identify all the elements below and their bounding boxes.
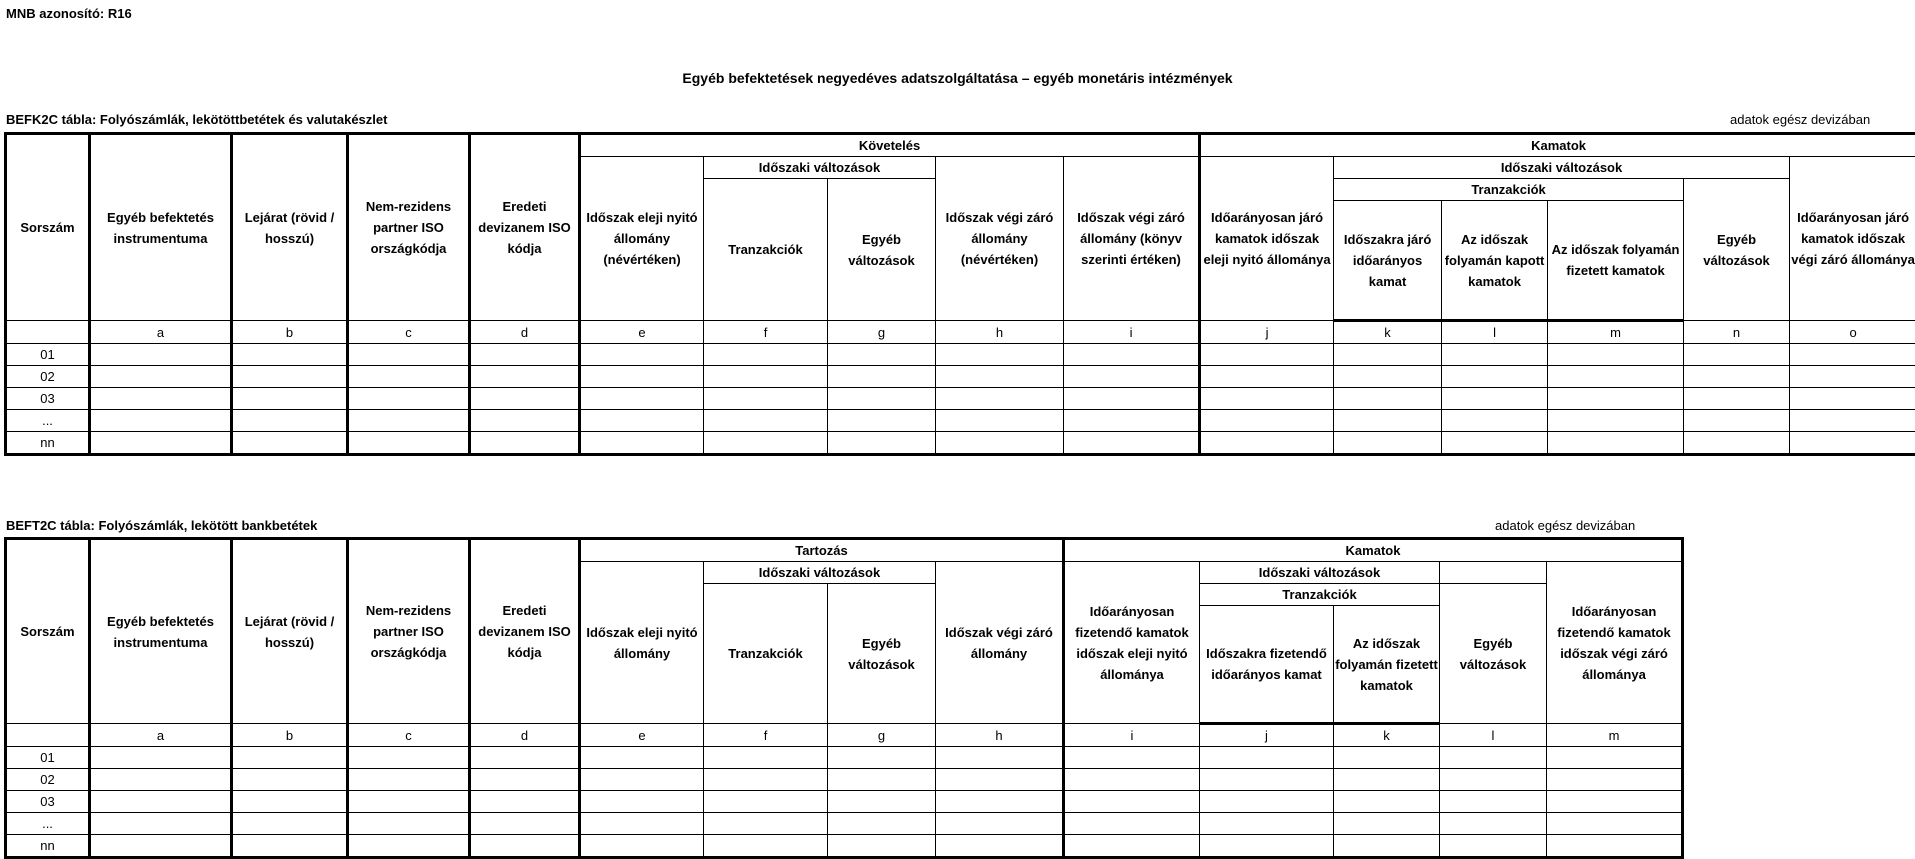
empty-header-cell: [1440, 562, 1547, 584]
data-cell[interactable]: [1334, 410, 1442, 432]
data-cell[interactable]: [232, 388, 348, 410]
data-cell[interactable]: [828, 791, 936, 813]
data-cell[interactable]: [1334, 813, 1440, 835]
letter-cell: b: [232, 321, 348, 344]
data-cell[interactable]: [580, 410, 704, 432]
letter-cell: d: [470, 321, 580, 344]
data-cell[interactable]: [90, 835, 232, 858]
col-header-h: Időszak végi záró állomány (névértéken): [936, 157, 1064, 321]
col-header-h: Időszak végi záró állomány: [936, 562, 1064, 724]
data-cell[interactable]: [470, 432, 580, 455]
data-cell[interactable]: [1334, 388, 1442, 410]
data-cell[interactable]: [470, 813, 580, 835]
group-header-idoszaki-valtozasok: Időszaki változások: [704, 157, 936, 179]
data-cell[interactable]: [1064, 432, 1200, 455]
letter-cell: f: [704, 724, 828, 747]
data-cell[interactable]: [1064, 835, 1200, 858]
table-row: [6, 388, 1915, 410]
data-cell[interactable]: [1442, 366, 1548, 388]
data-cell[interactable]: [348, 791, 470, 813]
data-cell[interactable]: [1064, 410, 1200, 432]
letter-cell: e: [580, 724, 704, 747]
col-header-b: Lejárat (rövid / hosszú): [232, 134, 348, 321]
data-cell[interactable]: [1684, 388, 1790, 410]
data-cell[interactable]: [90, 344, 232, 366]
data-cell[interactable]: [704, 835, 828, 858]
data-cell[interactable]: [704, 769, 828, 791]
col-header-c: Nem-rezidens partner ISO országkódja: [348, 539, 470, 724]
data-cell[interactable]: [232, 813, 348, 835]
table-row: [6, 791, 1683, 813]
data-cell[interactable]: [1684, 432, 1790, 455]
data-cell[interactable]: [348, 388, 470, 410]
letter-cell: l: [1442, 321, 1548, 344]
table-row: [6, 747, 1683, 769]
data-cell[interactable]: [348, 410, 470, 432]
data-cell[interactable]: [936, 813, 1064, 835]
data-cell[interactable]: [1442, 388, 1548, 410]
col-header-j: Időarányosan járó kamatok időszak eleji nyitó állománya: [1200, 157, 1334, 321]
letter-cell: d: [470, 724, 580, 747]
data-cell[interactable]: [1790, 410, 1915, 432]
data-cell[interactable]: [1064, 344, 1200, 366]
col-header-k: Az időszak folyamán fizetett kamatok: [1334, 606, 1440, 724]
data-cell[interactable]: [936, 769, 1064, 791]
row-number: 01: [6, 344, 90, 366]
table1-title: BEFK2C tábla: Folyószámlák, lekötöttbetétek és valutakészlet: [6, 112, 387, 127]
data-cell[interactable]: [1442, 432, 1548, 455]
data-cell[interactable]: [90, 410, 232, 432]
col-header-n: Egyéb változások: [1684, 179, 1790, 321]
col-header-i: Időarányosan fizetendő kamatok időszak eleji nyitó állománya: [1064, 562, 1200, 724]
data-cell[interactable]: [580, 791, 704, 813]
data-cell[interactable]: [936, 432, 1064, 455]
letter-cell: o: [1790, 321, 1915, 344]
data-cell[interactable]: [1200, 813, 1334, 835]
col-header-i: Időszak végi záró állomány (könyv szerinti értéken): [1064, 157, 1200, 321]
data-cell[interactable]: [704, 410, 828, 432]
group-header-idoszaki-valtozasok-kamat: Időszaki változások: [1334, 157, 1790, 179]
data-cell[interactable]: [90, 747, 232, 769]
data-cell[interactable]: [1064, 769, 1200, 791]
data-cell[interactable]: [704, 813, 828, 835]
data-cell[interactable]: [1064, 813, 1200, 835]
letter-cell: a: [90, 321, 232, 344]
data-cell[interactable]: [470, 769, 580, 791]
data-cell[interactable]: [828, 432, 936, 455]
data-cell[interactable]: [1684, 344, 1790, 366]
data-cell[interactable]: [348, 344, 470, 366]
data-cell[interactable]: [90, 791, 232, 813]
data-cell[interactable]: [232, 432, 348, 455]
letter-cell: j: [1200, 321, 1334, 344]
data-cell[interactable]: [348, 769, 470, 791]
group-header-tranzakciok: Tranzakciók: [1334, 179, 1684, 201]
data-cell[interactable]: [1200, 791, 1334, 813]
data-cell[interactable]: [1548, 410, 1684, 432]
data-cell[interactable]: [232, 791, 348, 813]
data-cell[interactable]: [828, 388, 936, 410]
data-cell[interactable]: [1200, 344, 1334, 366]
letter-cell: g: [828, 321, 936, 344]
data-cell[interactable]: [1440, 769, 1547, 791]
data-cell[interactable]: [1548, 432, 1684, 455]
table-row: [6, 366, 1915, 388]
data-cell[interactable]: [348, 366, 470, 388]
data-cell[interactable]: [1200, 388, 1334, 410]
data-cell[interactable]: [348, 432, 470, 455]
data-cell[interactable]: [704, 344, 828, 366]
data-cell[interactable]: [1790, 344, 1915, 366]
letter-cell: k: [1334, 321, 1442, 344]
letter-cell: i: [1064, 321, 1200, 344]
data-cell[interactable]: [470, 410, 580, 432]
data-cell[interactable]: [828, 835, 936, 858]
data-cell[interactable]: [90, 366, 232, 388]
data-cell[interactable]: [1334, 747, 1440, 769]
data-cell[interactable]: [1442, 410, 1548, 432]
data-cell[interactable]: [1440, 791, 1547, 813]
group-header-kovetel: Követelés: [580, 134, 1200, 157]
data-cell[interactable]: [936, 835, 1064, 858]
data-cell[interactable]: [1548, 388, 1684, 410]
col-header-k: Időszakra járó időarányos kamat: [1334, 201, 1442, 321]
row-number: ...: [6, 813, 90, 835]
letter-cell: f: [704, 321, 828, 344]
data-cell[interactable]: [936, 410, 1064, 432]
data-cell[interactable]: [90, 769, 232, 791]
data-cell[interactable]: [1200, 410, 1334, 432]
data-cell[interactable]: [936, 344, 1064, 366]
data-cell[interactable]: [1440, 835, 1547, 858]
col-header-sorszam: Sorszám: [6, 539, 90, 724]
group-header-idoszaki-valtozasok: Időszaki változások: [704, 562, 936, 584]
col-header-g: Egyéb változások: [828, 179, 936, 321]
data-cell[interactable]: [232, 835, 348, 858]
data-cell[interactable]: [704, 366, 828, 388]
data-cell[interactable]: [470, 835, 580, 858]
data-cell[interactable]: [1334, 769, 1440, 791]
data-cell[interactable]: [704, 747, 828, 769]
data-cell[interactable]: [704, 388, 828, 410]
letter-cell: k: [1334, 724, 1440, 747]
data-cell[interactable]: [1548, 344, 1684, 366]
row-number: 03: [6, 791, 90, 813]
data-cell[interactable]: [1684, 366, 1790, 388]
col-header-e: Időszak eleji nyitó állomány (névértéken): [580, 157, 704, 321]
letter-cell: m: [1547, 724, 1683, 747]
letter-cell-empty: [6, 724, 90, 747]
letter-cell: m: [1548, 321, 1684, 344]
col-header-f: Tranzakciók: [704, 584, 828, 724]
data-cell[interactable]: [348, 813, 470, 835]
col-header-c: Nem-rezidens partner ISO országkódja: [348, 134, 470, 321]
mnb-id: MNB azonosító: R16: [6, 6, 132, 21]
row-number: 03: [6, 388, 90, 410]
table-row: [6, 769, 1683, 791]
data-cell[interactable]: [1547, 769, 1683, 791]
col-header-d: Eredeti devizanem ISO kódja: [470, 134, 580, 321]
data-cell[interactable]: [828, 344, 936, 366]
col-header-g: Egyéb változások: [828, 584, 936, 724]
letter-cell: c: [348, 321, 470, 344]
table-row: [6, 432, 1915, 455]
data-cell[interactable]: [232, 747, 348, 769]
group-header-kamatok: Kamatok: [1064, 539, 1683, 562]
letter-cell: n: [1684, 321, 1790, 344]
letter-cell: h: [936, 724, 1064, 747]
data-cell[interactable]: [1200, 769, 1334, 791]
data-cell[interactable]: [1064, 791, 1200, 813]
col-header-a: Egyéb befektetés instrumentuma: [90, 134, 232, 321]
data-cell[interactable]: [828, 747, 936, 769]
group-header-kamatok: Kamatok: [1200, 134, 1915, 157]
data-cell[interactable]: [1440, 813, 1547, 835]
data-cell[interactable]: [580, 432, 704, 455]
data-cell[interactable]: [1334, 432, 1442, 455]
table-row: [6, 813, 1683, 835]
data-cell[interactable]: [1200, 835, 1334, 858]
table2-unit: adatok egész devizában: [1495, 518, 1635, 533]
data-cell[interactable]: [1064, 388, 1200, 410]
data-cell[interactable]: [828, 366, 936, 388]
table-row: [6, 344, 1915, 366]
col-header-o: Időarányosan járó kamatok időszak végi záró állománya: [1790, 157, 1915, 321]
data-cell[interactable]: [232, 366, 348, 388]
col-header-e: Időszak eleji nyitó állomány: [580, 562, 704, 724]
table1-unit: adatok egész devizában: [1730, 112, 1870, 127]
data-cell[interactable]: [470, 344, 580, 366]
data-cell[interactable]: [580, 366, 704, 388]
letter-cell: a: [90, 724, 232, 747]
letter-cell: b: [232, 724, 348, 747]
row-number: 02: [6, 366, 90, 388]
report-title: Egyéb befektetések negyedéves adatszolgáltatása – egyéb monetáris intézmények: [0, 70, 1915, 86]
data-cell[interactable]: [1200, 432, 1334, 455]
letter-cell: l: [1440, 724, 1547, 747]
data-cell[interactable]: [1547, 835, 1683, 858]
data-cell[interactable]: [1790, 366, 1915, 388]
data-cell[interactable]: [470, 388, 580, 410]
data-cell[interactable]: [1547, 791, 1683, 813]
data-cell[interactable]: [704, 791, 828, 813]
data-cell[interactable]: [90, 388, 232, 410]
col-header-f: Tranzakciók: [704, 179, 828, 321]
data-cell[interactable]: [580, 388, 704, 410]
group-header-idoszaki-valtozasok-kamat: Időszaki változások: [1200, 562, 1440, 584]
data-cell[interactable]: [936, 388, 1064, 410]
data-cell[interactable]: [1684, 410, 1790, 432]
data-cell[interactable]: [232, 769, 348, 791]
col-header-m: Időarányosan fizetendő kamatok időszak végi záró állománya: [1547, 562, 1683, 724]
data-cell[interactable]: [232, 410, 348, 432]
data-cell[interactable]: [348, 747, 470, 769]
letter-cell: e: [580, 321, 704, 344]
data-cell[interactable]: [348, 835, 470, 858]
data-cell[interactable]: [1064, 747, 1200, 769]
col-header-b: Lejárat (rövid / hosszú): [232, 539, 348, 724]
col-header-m: Az időszak folyamán fizetett kamatok: [1548, 201, 1684, 321]
data-cell[interactable]: [580, 344, 704, 366]
data-cell[interactable]: [470, 366, 580, 388]
row-number: nn: [6, 432, 90, 455]
col-header-l: Egyéb változások: [1440, 584, 1547, 724]
row-number: ...: [6, 410, 90, 432]
group-header-tartozas: Tartozás: [580, 539, 1064, 562]
data-cell[interactable]: [1064, 366, 1200, 388]
data-cell[interactable]: [1334, 835, 1440, 858]
data-cell[interactable]: [936, 791, 1064, 813]
row-number: nn: [6, 835, 90, 858]
letter-cell: h: [936, 321, 1064, 344]
data-cell[interactable]: [1790, 432, 1915, 455]
data-cell[interactable]: [828, 410, 936, 432]
data-cell[interactable]: [90, 813, 232, 835]
data-cell[interactable]: [580, 747, 704, 769]
data-cell[interactable]: [580, 813, 704, 835]
data-cell[interactable]: [1547, 813, 1683, 835]
data-cell[interactable]: [470, 747, 580, 769]
row-number: 01: [6, 747, 90, 769]
data-cell[interactable]: [470, 791, 580, 813]
letter-cell-empty: [6, 321, 90, 344]
col-header-sorszam: Sorszám: [6, 134, 90, 321]
data-cell[interactable]: [1334, 344, 1442, 366]
letter-cell: j: [1200, 724, 1334, 747]
letter-cell: g: [828, 724, 936, 747]
table-row: [6, 835, 1683, 858]
data-cell[interactable]: [828, 769, 936, 791]
data-cell[interactable]: [580, 835, 704, 858]
data-cell[interactable]: [936, 747, 1064, 769]
data-cell[interactable]: [90, 432, 232, 455]
col-header-d: Eredeti devizanem ISO kódja: [470, 539, 580, 724]
data-cell[interactable]: [580, 769, 704, 791]
data-cell[interactable]: [828, 813, 936, 835]
group-header-tranzakciok: Tranzakciók: [1200, 584, 1440, 606]
data-cell[interactable]: [1200, 747, 1334, 769]
data-cell[interactable]: [1440, 747, 1547, 769]
data-cell[interactable]: [1442, 344, 1548, 366]
col-header-a: Egyéb befektetés instrumentuma: [90, 539, 232, 724]
data-cell[interactable]: [1334, 791, 1440, 813]
table-row: [6, 410, 1915, 432]
befk2c-table: [4, 132, 1915, 456]
row-number: 02: [6, 769, 90, 791]
table2-title: BEFT2C tábla: Folyószámlák, lekötött bankbetétek: [6, 518, 317, 533]
data-cell[interactable]: [232, 344, 348, 366]
data-cell[interactable]: [704, 432, 828, 455]
col-header-j: Időszakra fizetendő időarányos kamat: [1200, 606, 1334, 724]
letter-cell: c: [348, 724, 470, 747]
beft2c-table: [4, 537, 1684, 859]
data-cell[interactable]: [1547, 747, 1683, 769]
letter-cell: i: [1064, 724, 1200, 747]
data-cell[interactable]: [1334, 366, 1442, 388]
data-cell[interactable]: [936, 366, 1064, 388]
data-cell[interactable]: [1200, 366, 1334, 388]
col-header-l: Az időszak folyamán kapott kamatok: [1442, 201, 1548, 321]
data-cell[interactable]: [1548, 366, 1684, 388]
data-cell[interactable]: [1790, 388, 1915, 410]
